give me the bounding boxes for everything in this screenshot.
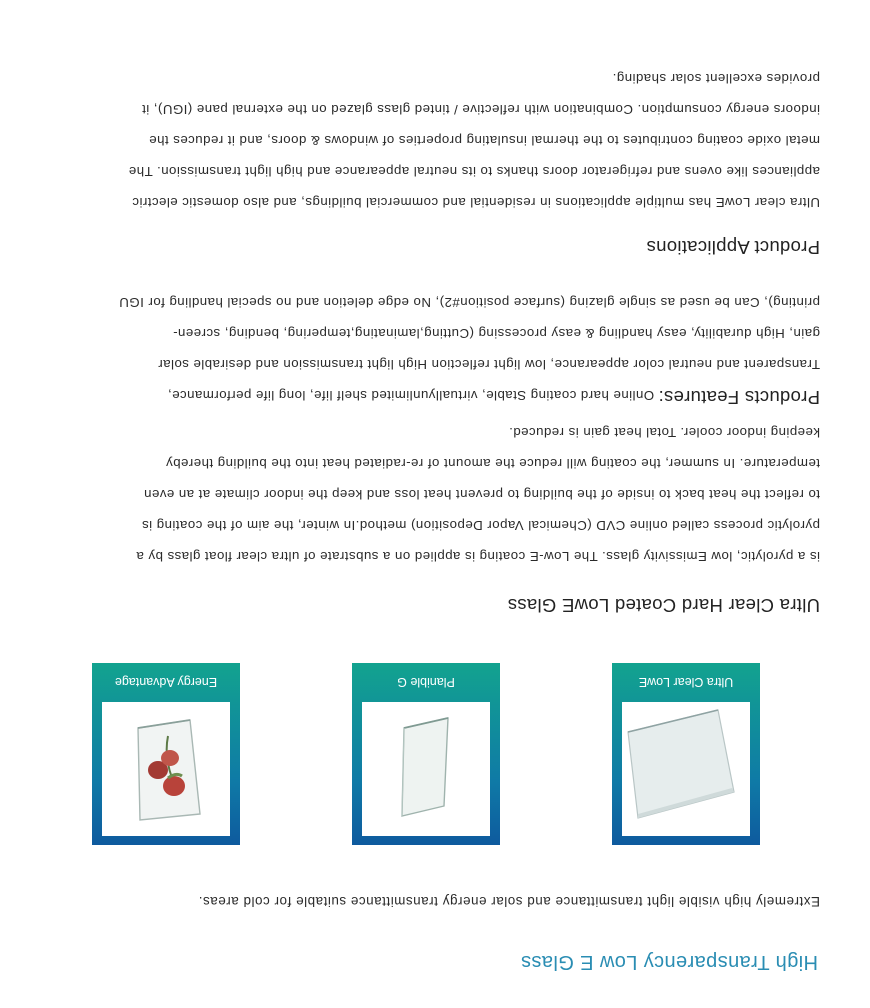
product-label: Ultra Clear LowE [638, 675, 734, 689]
paragraph-line: is a pyrolytic, low Emissivity glass. The Low-E coating is applied on a substrate of ultra clear float glass by a [136, 549, 820, 564]
features-first-text: Online hard coating Stable, virtuallyunlimited shelf life, long life performance, [167, 388, 659, 403]
page-title: High Transparency Low E Glass [520, 951, 818, 973]
product-card-ultra-clear[interactable] [612, 663, 760, 845]
paragraph-line: indoors energy consumption. Combination with reflective / tinted glass glazed on the external pane (IGU), it [141, 102, 820, 117]
paragraph-line: provides excellent solar shading. [612, 71, 820, 86]
paragraph-line: gain, High durability, easy handling & easy processing (Cutting,laminating,tempering, bending, screen- [172, 326, 820, 341]
ultra-clear-description [60, 417, 820, 572]
paragraph-line: to reflect the heat back to inside of the building to prevent heat loss and keep the indoor climate at an even [143, 487, 820, 502]
glass-pane-icon [622, 702, 750, 836]
paragraph-line: keeping indoor cooler. Total heat gain is reduced. [508, 425, 820, 440]
paragraph-line: appliances like ovens and refrigerator doors thanks to its neutral appearance and high light transmission. The [128, 164, 820, 179]
paragraph-line: printing), Can be used as single glazing (surface position#2), No edge deletion and no special handling for IGU [118, 295, 820, 310]
section-title-ultra-clear: Ultra Clear Hard Coated LowE Glass [507, 595, 820, 616]
product-label: Planible G [397, 675, 455, 689]
features-first-line [60, 380, 820, 413]
paragraph-line: pyrolytic process called online CVD (Chemical Vapor Deposition) method.In winter, the aim of the coating is [141, 518, 820, 533]
product-label: Energy Advantage [114, 675, 218, 689]
rose-glass-icon [102, 702, 230, 836]
section-title-applications: Product Applications [646, 237, 820, 258]
paragraph-line: metal oxide coating contributes to the thermal insulating properties of windows & doors, and it reduces the [148, 133, 820, 148]
paragraph-line: Ultra clear LowE has multiple applications in residential and commercial buildings, and also domestic electric [131, 195, 820, 210]
products-features [60, 287, 820, 413]
intro-text: Extremely high visible light transmittance and solar energy transmittance suitable for cold areas. [198, 894, 820, 909]
paragraph-line: Transparent and neutral color appearance, low light reflection High light transmission and desirable solar [157, 357, 820, 372]
product-cards [0, 663, 870, 845]
features-heading: Products Features: [658, 387, 820, 408]
paragraph-line: temperature. In summer, the coating will reduce the amount of re-radiated heat into the building thereby [165, 456, 820, 471]
applications-description [60, 63, 820, 218]
glass-pane-icon [362, 702, 490, 836]
product-card-energy-advantage[interactable] [92, 663, 240, 845]
product-card-planible[interactable] [352, 663, 500, 845]
